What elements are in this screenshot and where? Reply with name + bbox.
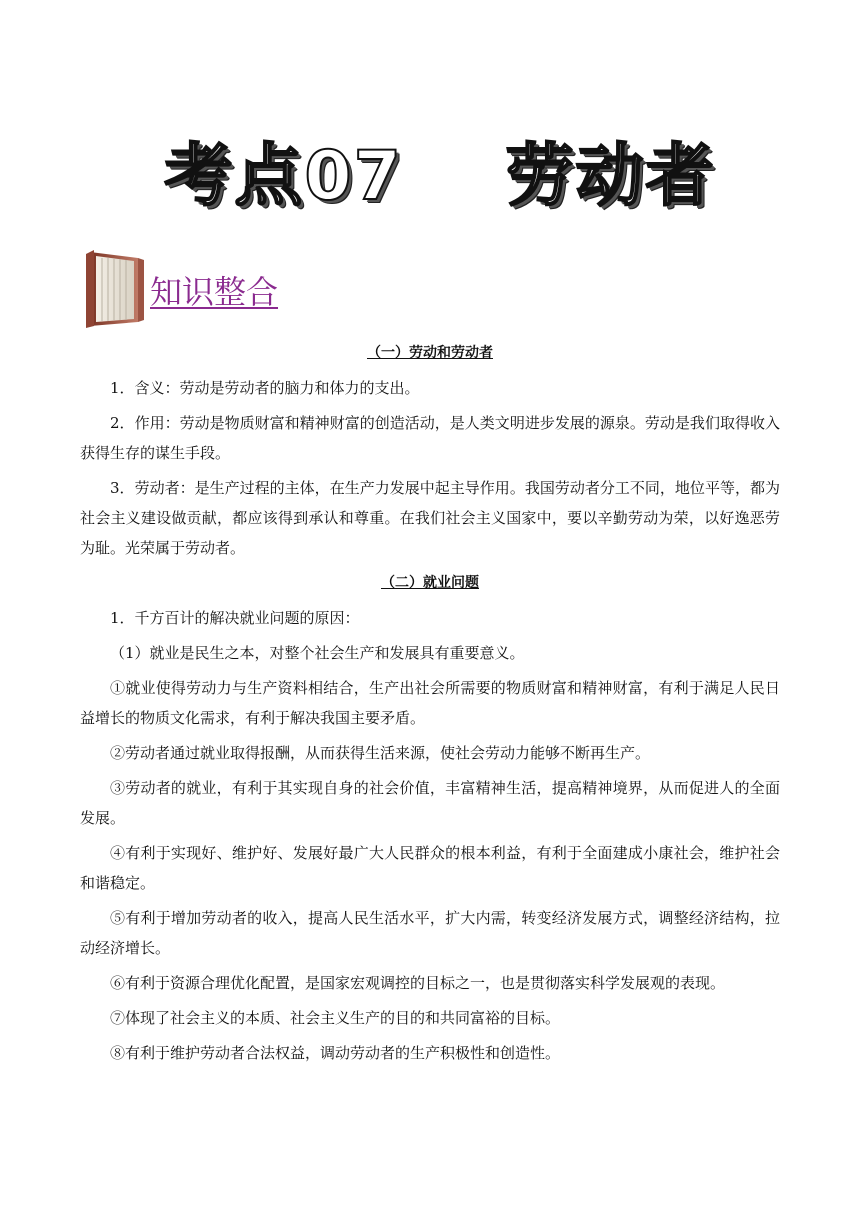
section-heading: （一）劳动和劳动者	[367, 345, 493, 361]
section-heading: （二）就业问题	[381, 575, 479, 591]
paragraph: ③劳动者的就业，有利于其实现自身的社会价值，丰富精神生活，提高精神境界，从而促进人的全面发展。	[80, 779, 780, 827]
book-icon	[84, 248, 146, 328]
paragraph: ⑧有利于维护劳动者合法权益，调动劳动者的生产积极性和创造性。	[110, 1044, 561, 1062]
paragraph: （1）就业是民生之本，对整个社会生产和发展具有重要意义。	[110, 644, 525, 662]
paragraph: ①就业使得劳动力与生产资料相结合，生产出社会所需要的物质财富和精神财富，有利于满足人民日益增长的物质文化需求，有利于解决我国主要矛盾。	[80, 679, 780, 727]
paragraph: 2．作用：劳动是物质财富和精神财富的创造活动，是人类文明进步发展的源泉。劳动是我们取得收入获得生存的谋生手段。	[80, 414, 780, 462]
paragraph: 3．劳动者：是生产过程的主体，在生产力发展中起主导作用。我国劳动者分工不同，地位平等，都为社会主义建设做贡献，都应该得到承认和尊重。在我们社会主义国家中，要以辛勤劳动为荣，以好逸恶劳为耻。光荣属于劳动者。	[80, 479, 780, 557]
paragraph: ④有利于实现好、维护好、发展好最广大人民群众的根本利益，有利于全面建成小康社会，维护社会和谐稳定。	[80, 844, 780, 892]
paragraph: 1．含义：劳动是劳动者的脑力和体力的支出。	[110, 379, 420, 397]
page-title: 考点07 劳动者	[164, 137, 716, 216]
document-body	[80, 338, 780, 1068]
paragraph: ⑦体现了社会主义的本质、社会主义生产的目的和共同富裕的目标。	[110, 1009, 561, 1027]
section-label: 知识整合	[150, 273, 279, 311]
paragraph: ⑤有利于增加劳动者的收入，提高人民生活水平，扩大内需，转变经济发展方式，调整经济结构，拉动经济增长。	[80, 909, 780, 957]
paragraph: 1．千方百计的解决就业问题的原因：	[110, 609, 360, 627]
paragraph: ⑥有利于资源合理优化配置，是国家宏观调控的目标之一，也是贯彻落实科学发展观的表现。	[110, 974, 726, 992]
section-banner	[84, 244, 344, 332]
paragraph: ②劳动者通过就业取得报酬，从而获得生活来源，使社会劳动力能够不断再生产。	[110, 744, 651, 762]
